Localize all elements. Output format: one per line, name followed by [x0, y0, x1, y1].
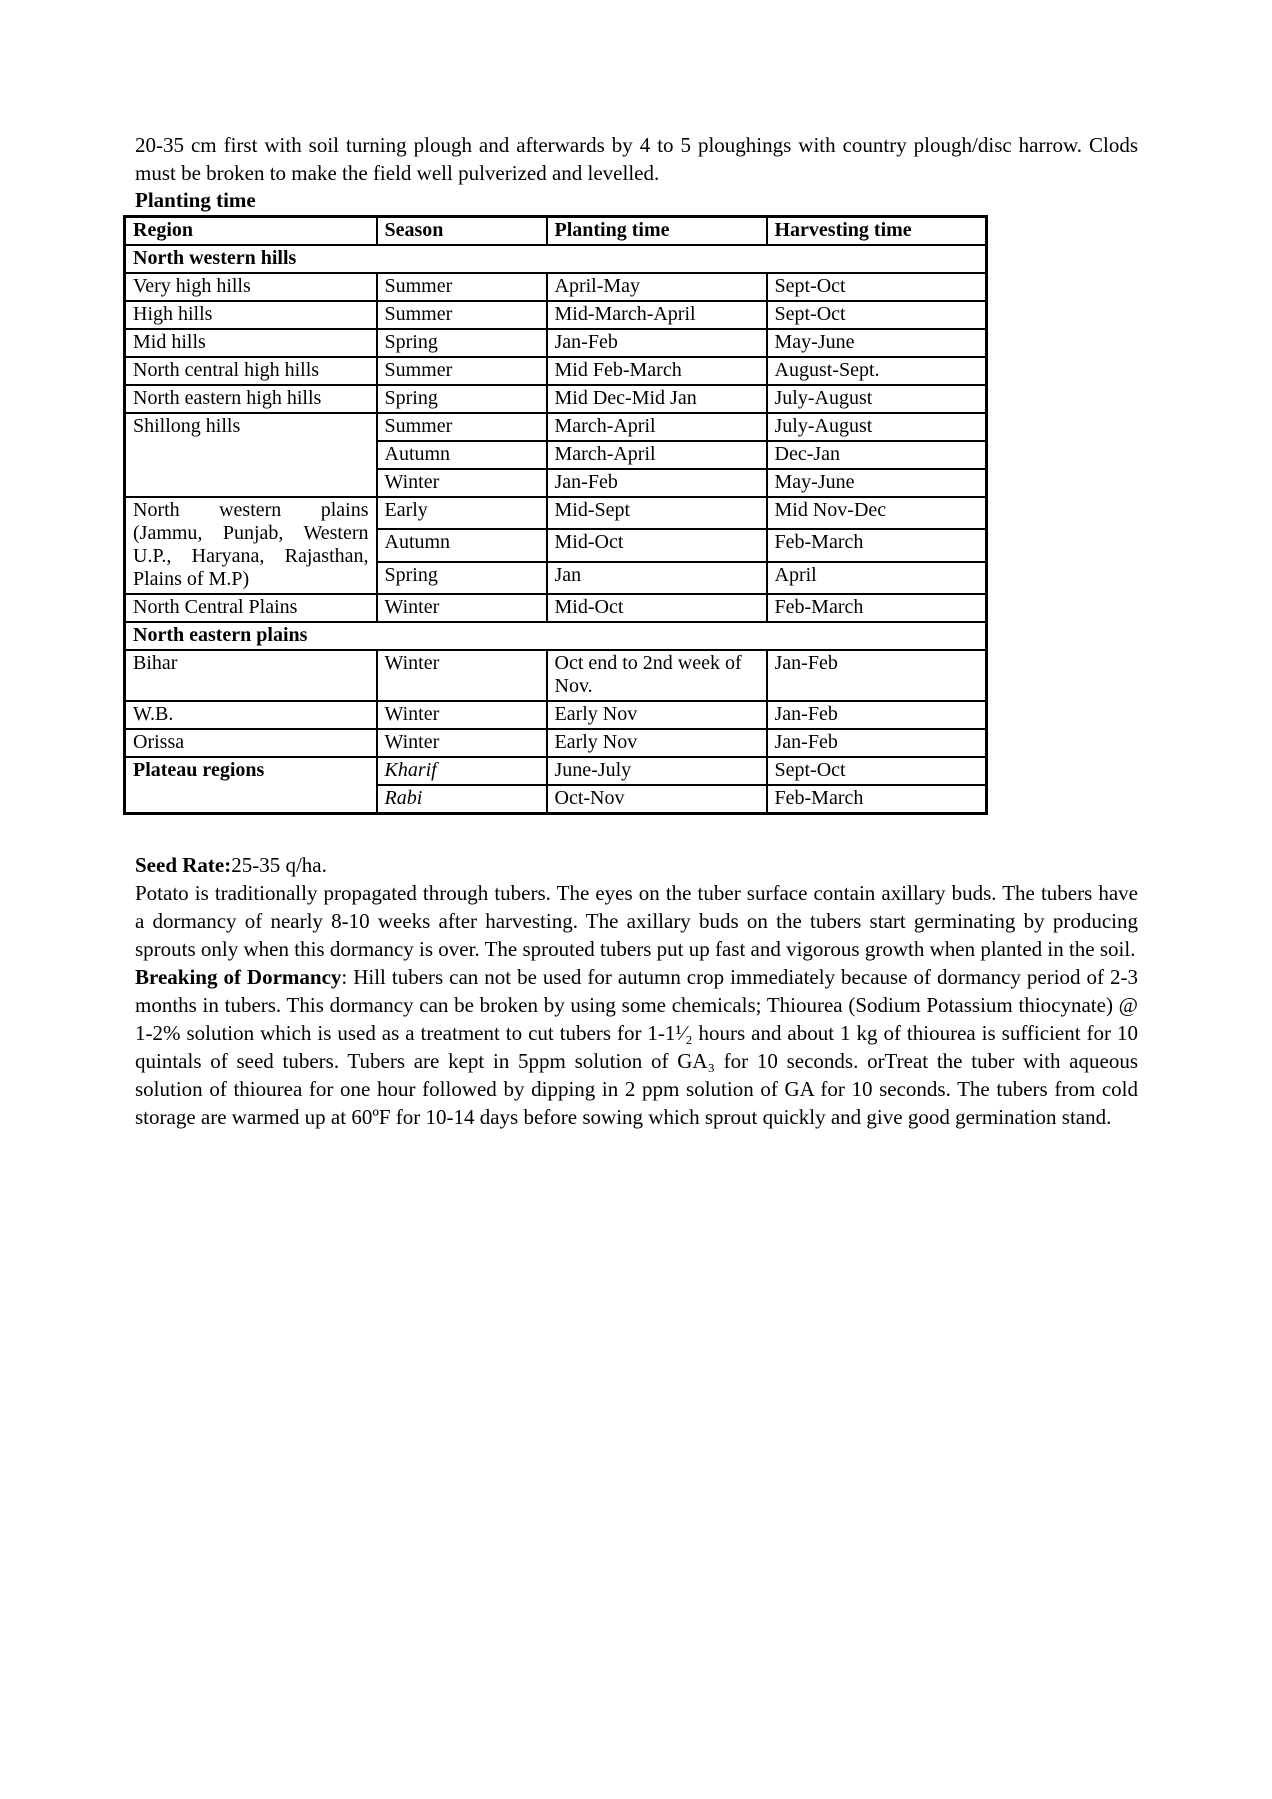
seed-rate-line: [135, 851, 1138, 879]
table-cell: Season: [377, 217, 547, 246]
table-row: [125, 357, 987, 385]
planting-time-heading: Planting time: [135, 188, 256, 212]
table-cell: Mid Feb-March: [547, 357, 767, 385]
table-cell: Harvesting time: [767, 217, 987, 246]
table-cell: May-June: [767, 329, 987, 357]
table-cell: Sept-Oct: [767, 301, 987, 329]
table-cell: W.B.: [125, 701, 377, 729]
seed-rate-label: Seed Rate:: [135, 853, 232, 877]
table-cell: Region: [125, 217, 377, 246]
table-row: [125, 301, 987, 329]
planting-table: [123, 215, 988, 815]
table-cell: Rabi: [377, 785, 547, 814]
table-cell: Sept-Oct: [767, 273, 987, 301]
propagation-paragraph: Potato is traditionally propagated through tubers. The eyes on the tuber surface contain axillary buds. The tubers have a dormancy of nearly 8-10 weeks after harvesting. The axillary buds on the tubers start germinating by producing sprouts only when this dormancy is over. The sprouted tubers put up fast and vigorous growth when planted in the soil.: [135, 881, 1138, 961]
table-cell: Winter: [377, 729, 547, 757]
table-row: [125, 385, 987, 413]
table-cell: Mid Nov-Dec: [767, 497, 987, 529]
table-cell: March-April: [547, 413, 767, 441]
table-cell: Planting time: [547, 217, 767, 246]
table-cell: Summer: [377, 413, 547, 441]
table-cell: North Central Plains: [125, 594, 377, 622]
table-row: [125, 650, 987, 701]
table-cell: August-Sept.: [767, 357, 987, 385]
table-cell: Jan: [547, 562, 767, 594]
dormancy-heading: Breaking of Dormancy: [135, 965, 342, 989]
table-cell: April: [767, 562, 987, 594]
dormancy-paragraph: [135, 963, 1138, 1131]
table-cell: Feb-March: [767, 529, 987, 561]
table-row: [125, 413, 987, 441]
table-cell: Mid Dec-Mid Jan: [547, 385, 767, 413]
table-cell: Spring: [377, 385, 547, 413]
table-cell: Oct end to 2nd week of Nov.: [547, 650, 767, 701]
table-cell: North eastern high hills: [125, 385, 377, 413]
table-row: [125, 217, 987, 246]
table-row: [125, 729, 987, 757]
table-cell: Plateau regions: [125, 757, 377, 814]
table-cell: March-April: [547, 441, 767, 469]
table-cell: Summer: [377, 357, 547, 385]
intro-paragraph: 20-35 cm first with soil turning plough and afterwards by 4 to 5 ploughings with country plough/disc harrow. Clods must be broken to make the field well pulverized and levelled.: [135, 133, 1138, 185]
table-cell: Kharif: [377, 757, 547, 785]
table-cell: May-June: [767, 469, 987, 497]
table-cell: Mid-March-April: [547, 301, 767, 329]
table-cell: Mid-Sept: [547, 497, 767, 529]
table-cell: North eastern plains: [125, 622, 987, 650]
table-cell: Winter: [377, 701, 547, 729]
table-cell: July-August: [767, 413, 987, 441]
table-row: [125, 701, 987, 729]
table-row: [125, 497, 987, 529]
table-cell: Autumn: [377, 529, 547, 561]
table-cell: Spring: [377, 329, 547, 357]
table-row: [125, 329, 987, 357]
dormancy-text: : Hill tubers can not be used for autumn crop immediately because of dormancy period of 2-3 months in tubers. This dormancy can be broken by using some chemicals; Thiourea (Sodium Potassium thiocynate) @ 1-2% solution which is used as a treatment to cut tubers for 1-1¹⁄₂ hours and about 1 kg of thiourea is sufficient for 10 quintals of seed tubers. Tubers are kept in 5ppm solution of GA₃ for 10 seconds. orTreat the tuber with aqueous solution of thiourea for one hour followed by dipping in 2 ppm solution of GA for 10 seconds. The tubers from cold storage are warmed up at 60ºF for 10-14 days before sowing which sprout quickly and give good germination stand.: [135, 965, 1138, 1129]
table-cell: Mid-Oct: [547, 529, 767, 561]
table-cell: Winter: [377, 650, 547, 701]
table-cell: June-July: [547, 757, 767, 785]
table-cell: Spring: [377, 562, 547, 594]
table-cell: Jan-Feb: [547, 469, 767, 497]
table-cell: Jan-Feb: [767, 701, 987, 729]
table-cell: Feb-March: [767, 785, 987, 814]
table-cell: Summer: [377, 273, 547, 301]
table-cell: Winter: [377, 594, 547, 622]
table-body: [125, 217, 987, 814]
table-row: [125, 757, 987, 785]
table-cell: Bihar: [125, 650, 377, 701]
table-cell: Winter: [377, 469, 547, 497]
table-cell: North western hills: [125, 245, 987, 273]
table-cell: Early: [377, 497, 547, 529]
table-cell: High hills: [125, 301, 377, 329]
table-cell: Very high hills: [125, 273, 377, 301]
table-cell: Mid-Oct: [547, 594, 767, 622]
table-cell: Jan-Feb: [767, 650, 987, 701]
table-cell: Shillong hills: [125, 413, 377, 497]
table-row: [125, 594, 987, 622]
table-cell: Early Nov: [547, 729, 767, 757]
table-row: [125, 245, 987, 273]
table-cell: North central high hills: [125, 357, 377, 385]
table-cell: July-August: [767, 385, 987, 413]
table-cell: Orissa: [125, 729, 377, 757]
table-cell: Dec-Jan: [767, 441, 987, 469]
table-cell: Autumn: [377, 441, 547, 469]
table-cell: Mid hills: [125, 329, 377, 357]
table-row: [125, 622, 987, 650]
table-cell: Early Nov: [547, 701, 767, 729]
table-cell: Jan-Feb: [767, 729, 987, 757]
table-cell: Sept-Oct: [767, 757, 987, 785]
table-cell: Oct-Nov: [547, 785, 767, 814]
seed-rate-value: 25-35 q/ha.: [231, 853, 327, 877]
table-cell: Feb-March: [767, 594, 987, 622]
table-row: [125, 273, 987, 301]
table-cell: April-May: [547, 273, 767, 301]
table-cell: Jan-Feb: [547, 329, 767, 357]
table-cell: North western plains (Jammu, Punjab, Western U.P., Haryana, Rajasthan, Plains of M.P): [125, 497, 377, 594]
table-cell: Summer: [377, 301, 547, 329]
